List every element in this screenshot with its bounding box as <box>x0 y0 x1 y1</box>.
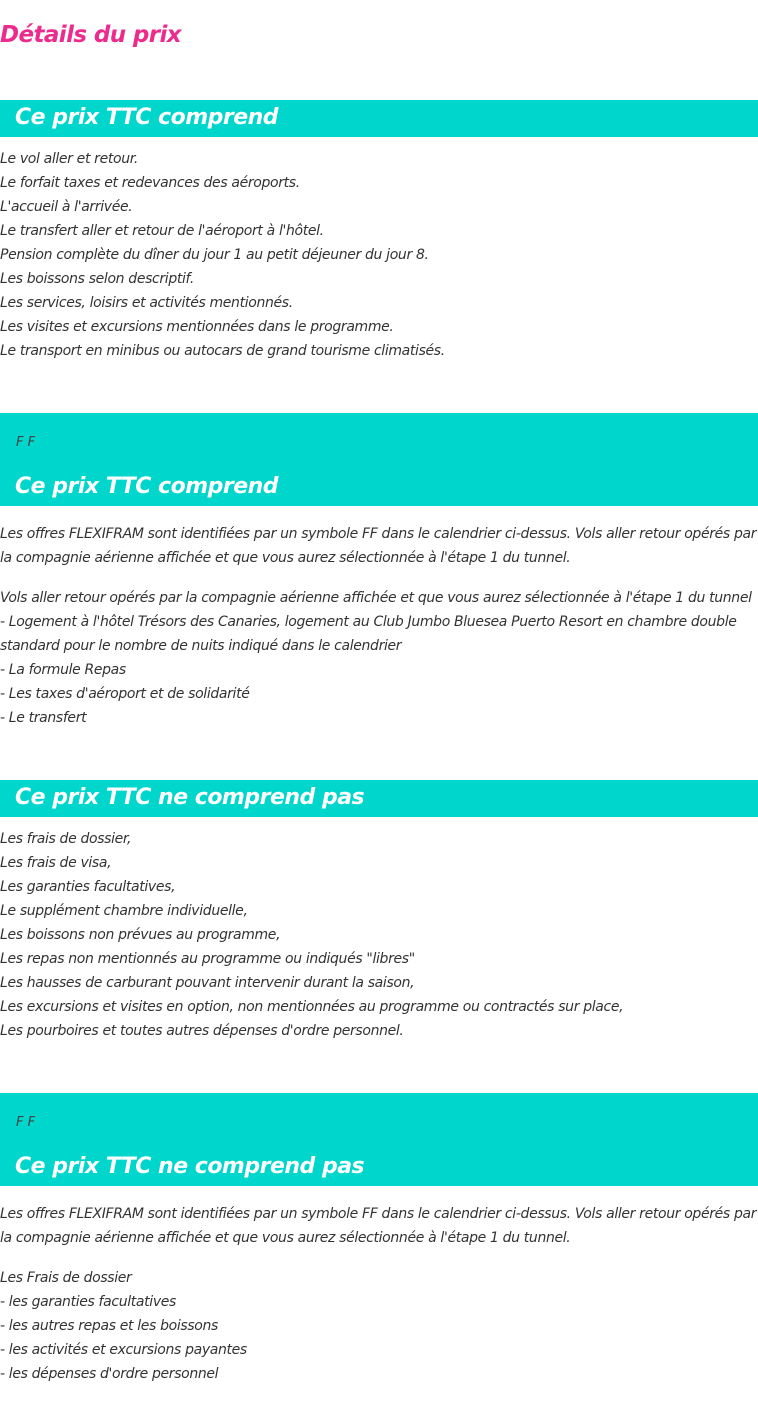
list-item: Les Frais de dossier <box>0 1270 132 1286</box>
list-item: Les repas non mentionnés au programme ou indiqués "libres" <box>0 951 415 967</box>
list-item: Les boissons selon descriptif. <box>0 271 194 287</box>
list-item: Vols aller retour opérés par la compagnie aérienne affichée et que vous aurez sélectionnée à l'étape 1 du tunnel <box>0 590 752 606</box>
flexifram-tag: F F <box>16 435 36 450</box>
section-heading-flexifram-excludes: Ce prix TTC ne comprend pas <box>15 1154 365 1179</box>
section-header-excludes <box>0 780 758 817</box>
list-item: Le vol aller et retour. <box>0 151 138 167</box>
section-header-flexifram-includes <box>0 413 758 506</box>
list-item: Le transfert aller et retour de l'aéroport à l'hôtel. <box>0 223 324 239</box>
section-heading-flexifram-includes: Ce prix TTC comprend <box>15 474 279 499</box>
list-item: Les services, loisirs et activités mentionnés. <box>0 295 293 311</box>
flexifram-excludes-intro: Les offres FLEXIFRAM sont identifiées par un symbole FF dans le calendrier ci-dessus. Vols aller retour opérés par la compagnie aérienne affichée et que vous aurez sélectionnée à l'étape 1 du tunnel. <box>0 1206 757 1246</box>
list-item: - les autres repas et les boissons <box>0 1318 218 1334</box>
section-heading-includes: Ce prix TTC comprend <box>15 105 279 130</box>
page-title: Détails du prix <box>0 22 182 48</box>
list-item: - les dépenses d'ordre personnel <box>0 1366 219 1382</box>
excludes-list <box>0 827 758 1043</box>
list-item: Le forfait taxes et redevances des aéroports. <box>0 175 300 191</box>
list-item: - Logement à l'hôtel Trésors des Canaries, logement au Club Jumbo Bluesea Puerto Resort en chambre double standard pour le nombre de nuits indiqué dans le calendrier <box>0 614 737 654</box>
list-item: Les frais de dossier, <box>0 831 132 847</box>
list-item: Les visites et excursions mentionnées dans le programme. <box>0 319 394 335</box>
flexifram-includes-list <box>0 586 758 730</box>
list-item: L'accueil à l'arrivée. <box>0 199 133 215</box>
flexifram-includes-intro: Les offres FLEXIFRAM sont identifiées par un symbole FF dans le calendrier ci-dessus. Vols aller retour opérés par la compagnie aérienne affichée et que vous aurez sélectionnée à l'étape 1 du tunnel. <box>0 526 757 566</box>
list-item: Les frais de visa, <box>0 855 112 871</box>
list-item: - Les taxes d'aéroport et de solidarité <box>0 686 250 702</box>
flexifram-tag: F F <box>16 1115 36 1130</box>
list-item: - La formule Repas <box>0 662 126 678</box>
section-header-includes <box>0 100 758 137</box>
list-item: - les garanties facultatives <box>0 1294 176 1310</box>
list-item: - les activités et excursions payantes <box>0 1342 247 1358</box>
list-item: Pension complète du dîner du jour 1 au petit déjeuner du jour 8. <box>0 247 429 263</box>
includes-list <box>0 147 758 363</box>
list-item: Les boissons non prévues au programme, <box>0 927 281 943</box>
section-header-flexifram-excludes <box>0 1093 758 1186</box>
list-item: - Le transfert <box>0 710 87 726</box>
section-heading-excludes: Ce prix TTC ne comprend pas <box>15 785 365 810</box>
list-item: Le supplément chambre individuelle, <box>0 903 248 919</box>
flexifram-excludes-list <box>0 1266 758 1386</box>
list-item: Les garanties facultatives, <box>0 879 176 895</box>
list-item: Les pourboires et toutes autres dépenses d'ordre personnel. <box>0 1023 404 1039</box>
list-item: Les excursions et visites en option, non mentionnées au programme ou contractés sur place, <box>0 999 624 1015</box>
list-item: Les hausses de carburant pouvant intervenir durant la saison, <box>0 975 415 991</box>
list-item: Le transport en minibus ou autocars de grand tourisme climatisés. <box>0 343 445 359</box>
